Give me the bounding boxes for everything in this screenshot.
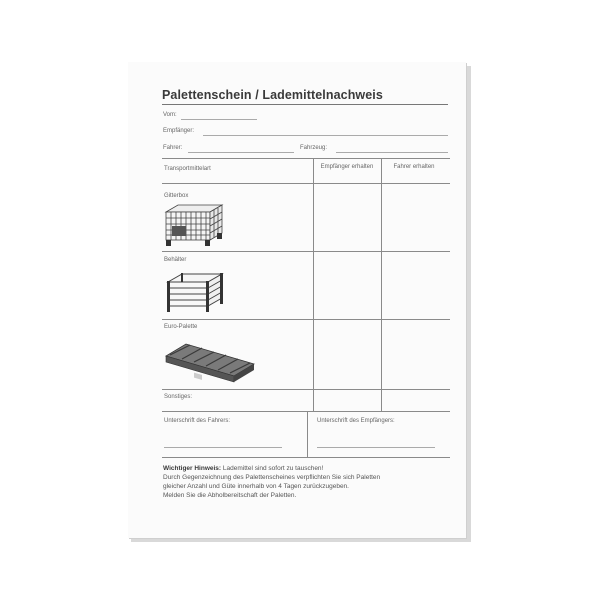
behaelter-icon — [164, 270, 226, 314]
gitterbox-icon — [164, 202, 226, 248]
note-line-3: gleicher Anzahl und Güte innerhalb von 4 Tagen zurückzugeben. — [163, 483, 349, 490]
table-header-rule — [162, 183, 450, 184]
note-line-2: Durch Gegenzeichnung des Palettenscheines verpflichten Sie sich Paletten — [163, 474, 381, 481]
note-line-4: Melden Sie die Abholbereitschaft der Paletten. — [163, 492, 297, 499]
signature-divider — [307, 411, 308, 457]
signature-bottom-rule — [162, 457, 450, 458]
col-header-type: Transportmittelart — [164, 166, 211, 172]
note-line-1 — [163, 464, 453, 473]
vom-line[interactable] — [181, 119, 257, 120]
note-heading: Wichtiger Hinweis: — [163, 465, 222, 472]
row-label-sonstiges: Sonstiges: — [164, 394, 193, 400]
form-title: Palettenschein / Lademittelnachweis — [162, 88, 383, 102]
signature-recipient-line[interactable] — [317, 447, 435, 448]
table-row-rule-2 — [162, 319, 450, 320]
table-row-rule-1 — [162, 251, 450, 252]
vom-label: Vom: — [163, 112, 177, 118]
signature-recipient-label: Unterschrift des Empfängers: — [317, 418, 395, 424]
signature-driver-line[interactable] — [164, 447, 282, 448]
row-label-behaelter: Behälter — [164, 257, 187, 263]
title-rule — [162, 104, 448, 105]
row-label-gitterbox: Gitterbox — [164, 193, 189, 199]
row-label-euro-palette: Euro-Palette — [164, 324, 198, 330]
table-top-rule — [162, 158, 450, 159]
fahrer-label: Fahrer: — [163, 145, 183, 151]
signature-driver-label: Unterschrift des Fahrers: — [164, 418, 231, 424]
col-header-recipient: Empfänger erhalten — [320, 164, 374, 170]
euro-palette-icon — [164, 342, 256, 386]
fahrer-line[interactable] — [188, 152, 294, 153]
important-note — [163, 464, 453, 500]
empfaenger-line[interactable] — [203, 135, 448, 136]
note-text-1: Lademittel sind sofort zu tauschen! — [222, 465, 324, 472]
table-bottom-rule — [162, 411, 450, 412]
col-header-driver: Fahrer erhalten — [393, 164, 435, 170]
fahrzeug-line[interactable] — [336, 152, 448, 153]
empfaenger-label: Empfänger: — [163, 128, 195, 134]
table-col-divider-2 — [381, 158, 382, 411]
table-col-divider-1 — [313, 158, 314, 411]
fahrzeug-label: Fahrzeug: — [300, 145, 328, 151]
table-row-rule-3 — [162, 389, 450, 390]
